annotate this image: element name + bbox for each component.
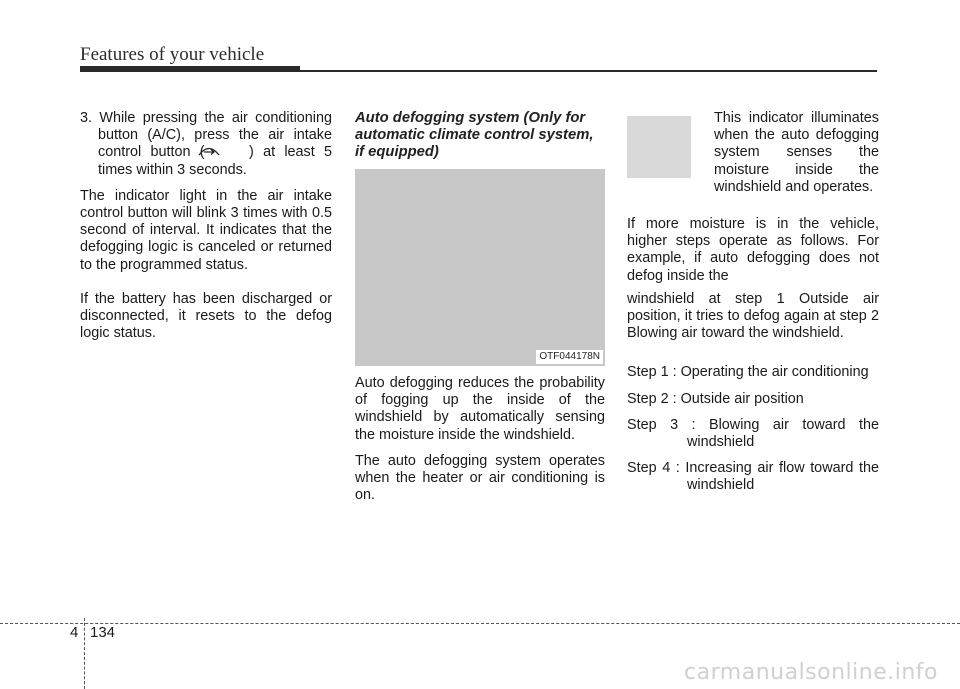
chapter-number: 4: [70, 624, 79, 641]
header-rule-thin: [300, 70, 877, 72]
indicator-description: This indicator illuminates when the auto defogging system senses the moisture inside the windshield and operates.: [714, 110, 879, 195]
air-intake-icon: [214, 144, 240, 158]
step-3-text-start: 3. While pressing the air conditioning button (A/C), press the air intake control button (: [80, 110, 332, 161]
step-3-text-end: ) at least 5 times within 3 seconds.: [98, 144, 333, 178]
step-1-item: Step 1 : Operating the air conditioning: [627, 364, 869, 381]
footer-divider: [84, 618, 85, 689]
defog-step-paragraph: windshield at step 1 Outside air position, it tries to defog again at step 2 Blowing air toward the windshield.: [627, 290, 879, 342]
step-3-instruction: [80, 110, 332, 179]
figure-code: OTF044178N: [536, 350, 603, 364]
indicator-block: [627, 110, 879, 196]
auto-defog-description: Auto defogging reduces the probability of fogging up the inside of the windshield by automatically sensing the moisture inside the windshield.: [355, 375, 605, 443]
column-middle: [355, 110, 605, 513]
page-number: 134: [90, 624, 116, 641]
auto-defog-operation: The auto defogging system operates when the heater or air conditioning is on.: [355, 452, 605, 504]
step-2-item: Step 2 : Outside air position: [627, 390, 804, 407]
auto-defog-indicator-icon: [627, 116, 691, 178]
indicator-blink-paragraph: The indicator light in the air intake control button will blink 3 times with 0.5 second of interval. It indicates that the defogging logic is canceled or returned to the programmed status.: [80, 187, 332, 273]
page-header-title: Features of your vehicle: [80, 44, 265, 65]
step-4-item: Step 4 : Increasing air flow toward the windshield: [627, 460, 879, 494]
footer-rule: [0, 623, 960, 624]
windshield-figure: [355, 169, 605, 366]
section-title: Auto defogging system (Only for automatic climate control system, if equipped): [355, 110, 594, 160]
moisture-paragraph: If more moisture is in the vehicle, higher steps operate as follows. For example, if auto defogging does not defog inside the: [627, 216, 879, 284]
column-right: [627, 110, 879, 504]
header-rule-thick: [80, 66, 300, 72]
column-left: [80, 110, 332, 351]
battery-reset-paragraph: If the battery has been discharged or disconnected, it resets to the defog logic status.: [80, 290, 332, 342]
step-3-item: Step 3 : Blowing air toward the windshield: [627, 416, 879, 451]
watermark: carmanualsonline.info: [684, 660, 938, 685]
